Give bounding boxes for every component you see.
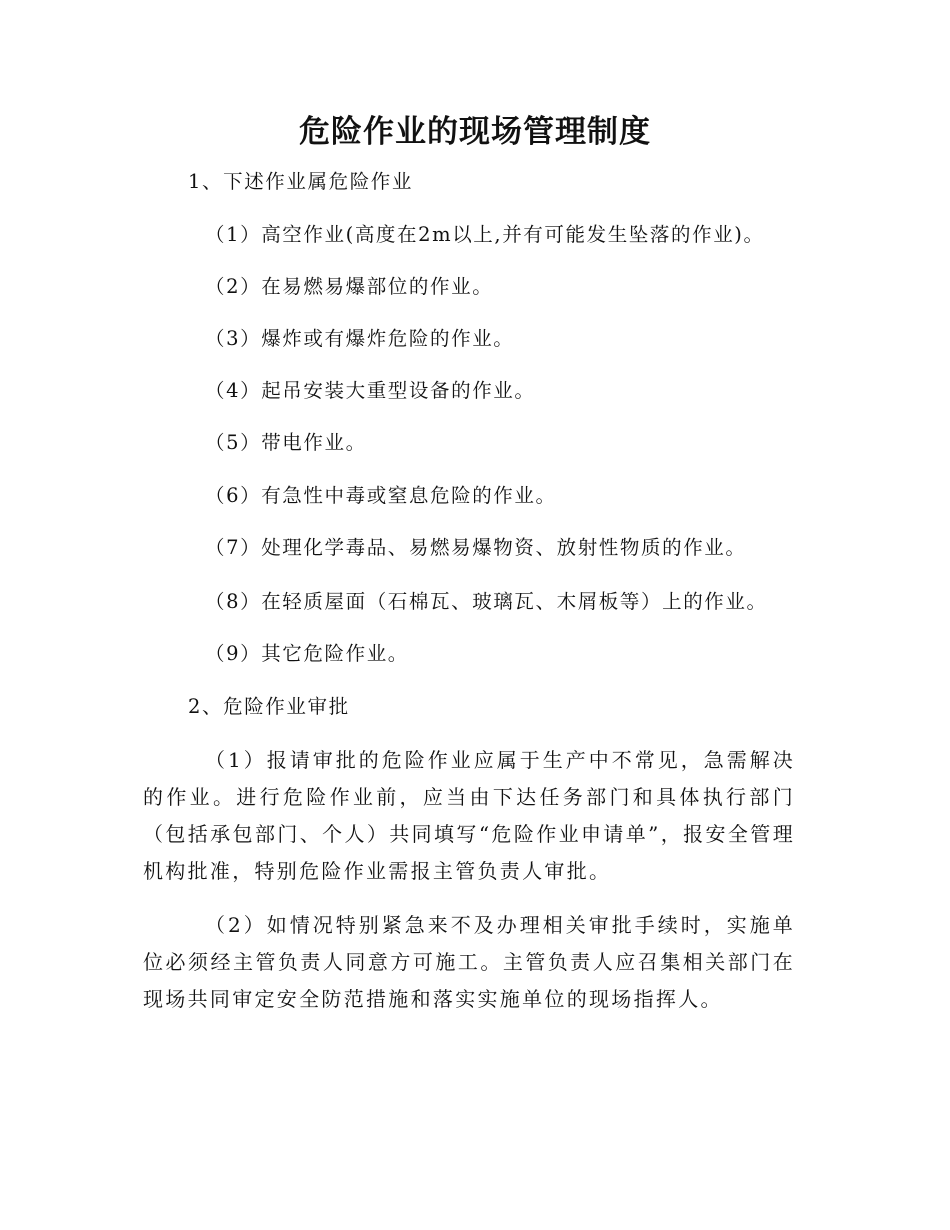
list-item: （8）在轻质屋面（石棉瓦、玻璃瓦、木屑板等）上的作业。 (205, 590, 768, 613)
list-item: （5）带电作业。 (205, 431, 367, 454)
list-item: （4）起吊安装大重型设备的作业。 (205, 379, 536, 402)
section-2-heading: 2、危险作业审批 (188, 695, 350, 718)
list-item: （1）高空作业(高度在2m以上,并有可能发生坠落的作业)。 (205, 223, 765, 246)
list-item: （7）处理化学毒品、易燃易爆物资、放射性物质的作业。 (205, 536, 747, 559)
list-item: （9）其它危险作业。 (205, 642, 409, 665)
list-item: （6）有急性中毒或窒息危险的作业。 (205, 484, 557, 507)
section-1-heading: 1、下述作业属危险作业 (188, 170, 414, 193)
paragraph: （2）如情况特别紧急来不及办理相关审批手续时，实施单位必须经主管负责人同意方可施工。主管负责人应召集相关部门在现场共同审定安全防范措施和落实实施单位的现场指挥人。 (143, 913, 795, 1011)
list-item: （2）在易燃易爆部位的作业。 (205, 275, 494, 298)
list-item: （3）爆炸或有爆炸危险的作业。 (205, 327, 515, 350)
document-title: 危险作业的现场管理制度 (299, 114, 651, 150)
paragraph: （1）报请审批的危险作业应属于生产中不常见，急需解决的作业。进行危险作业前，应当由下达任务部门和具体执行部门（包括承包部门、个人）共同填写“危险作业申请单”，报安全管理机构批准，特别危险作业需报主管负责人审批。 (143, 748, 795, 883)
